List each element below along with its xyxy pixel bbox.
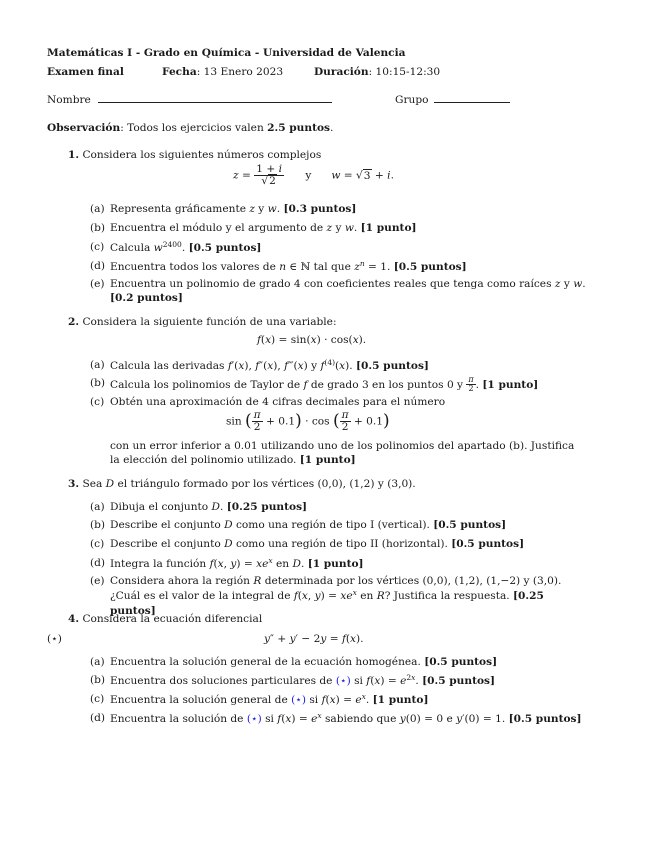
item-text: con un error inferior a 0.01 utilizando uno de los polinomios del apartado (b). Justifica la elección del polinomio utilizado. — [110, 440, 575, 467]
item-label: (a) — [90, 203, 105, 215]
exam-title: Matemáticas I - Grado en Química - Universidad de Valencia — [47, 47, 406, 59]
item-points: [1 punto] — [372, 694, 429, 706]
item-points: [1 punto] — [307, 558, 364, 570]
observacion-end: . — [330, 122, 334, 134]
item-text: . — [349, 360, 357, 372]
item-points: [0.5 puntos] — [433, 519, 507, 531]
item-text: en — [272, 558, 293, 570]
question-intro: Considera los siguientes números complejos — [82, 149, 322, 161]
function-formula: f(x) = sin(x) · cos(x). — [257, 334, 367, 346]
item-text: = 1. — [364, 261, 394, 273]
item-text: Encuentra dos soluciones particulares de — [110, 675, 336, 687]
item-points: [1 punto] — [299, 454, 356, 467]
question-intro: Sea — [82, 478, 106, 490]
item-label: (e) — [90, 575, 105, 587]
nombre-label: Nombre — [47, 94, 91, 106]
item-text: . — [353, 222, 361, 234]
item-points: [0.5 puntos] — [188, 242, 262, 254]
item-text: . — [220, 501, 227, 513]
fecha-value: : 13 Enero 2023 — [196, 66, 284, 78]
item-text: Dibuja el conjunto — [110, 501, 212, 513]
observacion — [47, 121, 333, 135]
item-text: determinada por los vértices (0,0), (1,2), (1,−2) y (3,0). ¿Cuál es el valor de la integral de — [110, 575, 562, 603]
item-text: Encuentra la solución de — [110, 713, 247, 725]
item-text: si — [350, 675, 367, 687]
item-continuation — [110, 439, 580, 468]
item-text: Considera ahora la región — [110, 575, 254, 587]
item-text: . — [181, 242, 189, 254]
item-label: (d) — [90, 260, 106, 272]
item-text: Encuentra la solución general de — [110, 694, 292, 706]
nombre-field[interactable] — [47, 93, 332, 107]
item-text: sabiendo que — [321, 713, 400, 725]
item-text: de grado 3 en los puntos 0 y — [307, 378, 467, 391]
item-points: [0.5 puntos] — [508, 713, 582, 725]
item-label: (a) — [90, 656, 105, 668]
item-points: [0.3 puntos] — [283, 203, 357, 215]
item-points: [0.2 puntos] — [110, 292, 183, 305]
item-text: y — [254, 203, 268, 215]
item-text: como una región de tipo II (horizontal). — [232, 538, 452, 550]
question-intro: Considera la siguiente función de una variable: — [82, 316, 337, 328]
item-label: (d) — [90, 557, 106, 569]
item-text: Calcula las derivadas — [110, 360, 228, 372]
exam-type: Examen final — [47, 66, 124, 78]
item-text: como una región de tipo I (vertical). — [232, 519, 434, 531]
complex-numbers-formula: z = $\frac{1 + i}{√2}$ y w = √3 + i. — [233, 163, 394, 188]
item-points: [0.25 puntos] — [226, 501, 308, 513]
item-label: (d) — [90, 712, 106, 724]
question-intro: Considera la ecuación diferencial — [82, 613, 263, 625]
item-text: ? Justifica la respuesta. — [384, 590, 514, 603]
item-text: Calcula los polinomios de Taylor de — [110, 378, 304, 391]
grupo-line[interactable] — [434, 101, 510, 103]
item-label: (c) — [90, 396, 105, 408]
question-1 — [68, 148, 321, 162]
duracion-label: Duración — [314, 66, 369, 78]
question-3: 3. Sea D el triángulo formado por los vértices (0,0), (1,2) y (3,0). — [68, 478, 416, 490]
grupo-label: Grupo — [395, 94, 429, 106]
item-points: [0.5 puntos] — [424, 656, 498, 668]
item-points: [0.5 puntos] — [451, 538, 525, 550]
item-label: (e) — [90, 278, 105, 290]
item-label: (a) — [90, 359, 105, 371]
item-text: . — [582, 278, 586, 290]
item-text: Encuentra todos los valores de — [110, 261, 280, 273]
item-text: = 0 e — [420, 713, 457, 725]
exam-date — [162, 65, 283, 79]
item-points: [1 punto] — [482, 378, 539, 391]
item-text: Encuentra la solución general de la ecuación homogénea. — [110, 656, 425, 668]
and-word: y — [305, 169, 312, 182]
item-label: (b) — [90, 222, 106, 234]
observacion-label: Observación — [47, 122, 121, 134]
observacion-points: 2.5 puntos — [267, 122, 330, 134]
question-2 — [68, 315, 337, 329]
duracion-value: : 10:15-12:30 — [368, 66, 441, 78]
nombre-line[interactable] — [98, 101, 332, 103]
item-text: . — [276, 203, 284, 215]
item-text: Obtén una aproximación de 4 cifras decimales para el número — [110, 396, 446, 408]
item-label: (c) — [90, 693, 105, 705]
item-points: [0.5 puntos] — [356, 360, 429, 372]
item-text: si — [306, 694, 322, 706]
item-text: Describe el conjunto — [110, 519, 225, 531]
question-number: 4. — [68, 613, 80, 625]
item-text: Representa gráficamente — [110, 203, 250, 215]
equation-ref-link[interactable]: (⋆) — [335, 675, 351, 687]
item-label: (b) — [90, 519, 106, 531]
item-label: (c) — [90, 538, 105, 550]
item-text: Calcula — [110, 242, 154, 254]
item-text: Encuentra un polinomio de grado 4 con coeficientes reales que tenga como raíces — [110, 278, 555, 290]
item-text: y — [332, 222, 345, 234]
equation-ref-link[interactable]: (⋆) — [291, 694, 306, 706]
item-text: Describe el conjunto — [110, 538, 225, 550]
item-points: [1 punto] — [360, 222, 417, 234]
item-text: tal que — [310, 261, 355, 273]
item-text: Integra la función — [110, 558, 210, 570]
item-label: (a) — [90, 501, 105, 513]
item-label: (b) — [90, 377, 106, 389]
differential-equation: y″ + y′ − 2y = f(x). — [264, 633, 364, 645]
equation-tag: (⋆) — [47, 633, 62, 645]
item-points: [0.5 puntos] — [393, 261, 467, 273]
item-text: si — [261, 713, 278, 725]
item-text: . — [300, 558, 308, 570]
equation-ref-link[interactable]: (⋆) — [246, 713, 262, 725]
approximation-formula: sin ( $\frac{\pi}{2}$ + 0.1) · cos ( $\frac{\pi}{2}$ + 0.1) — [226, 409, 390, 434]
item-label: (b) — [90, 674, 106, 686]
item-points: [0.5 puntos] — [422, 675, 496, 687]
question-number: 3. — [68, 478, 80, 490]
item-text: en — [356, 590, 377, 603]
question-intro: el triángulo formado por los vértices (0,0), (1,2) y (3,0). — [114, 478, 416, 490]
question-number: 1. — [68, 149, 80, 161]
item-label: (c) — [90, 241, 105, 253]
fecha-label: Fecha — [162, 66, 197, 78]
item-text: Encuentra el módulo y el argumento de — [110, 222, 327, 234]
observacion-text: : Todos los ejercicios valen — [120, 122, 268, 134]
exam-page: Matemáticas I - Grado en Química - Universidad de Valencia Examen final Fecha: 13 Enero 2023 Duración: 10:15-12:30 Nombre Grupo Observación: Todos los ejercicios valen 2.5 puntos. 1. Considera los siguientes números complejos z = $\frac{1 + i}{√2}$ y w = √3 + i. (a) Representa gráficamente z y w. [0.3 puntos] (b) Encuentra el módulo y el argumento de z y w. [1 punto] (c) Calcula $w^{2400}$. [0.5 puntos] (d) Encuentra todos los valores de n ∈ ℕ tal que $z^n = 1$. [0.5 puntos] (e) Encuentra un polinomio de grado 4 con coeficientes reales que tenga como raíces z y w. [0.2 puntos] 2. Considera la siguiente función de una variable: f(x) = sin(x) · cos(x). (a) Calcula las derivadas f′(x), f″(x), f‴(x) y $f^{(4)}(x)$. [0.5 puntos] (b) Calcula los polinomios de Taylor de f de grado 3 en los puntos 0 y $\frac{\pi}{2}$ . [1 punto] (c) Obtén una aproximación de 4 cifras decimales para el número sin ( $\frac{\pi}{2}$ + 0.1) · cos ( $\frac{\pi}{2}$ + 0.1) con un error inferior a 0.01 utilizando uno de los polinomios del apartado (b). Justifica la elección del polinomio utilizado. [1 punto] 3. Sea D el triángulo formado por los vértices (0,0), (1,2) y (3,0). (a) Dibuja el conjunto D. [0.25 puntos] (b) Describe el conjunto D como una región de tipo I (vertical). [0.5 puntos] (c) Describe el conjunto D como una región de tipo II (horizontal). [0.5 puntos] (d) Integra la función f(x, $y) = xe^x$ en D. [1 punto] (e) Considera ahora la región R determinada por los vértices (0,0), (1,2), (1,−2) y (3,0). ¿Cuál es el valor de la integral de f(x, $y) = xe^x$ en R? Justifica la respuesta. [0.25 puntos] 4. Considera la ecuación diferencial (⋆) y″ + y′ − 2y = f(x). (a) Encuentra la solución general de la ecuación homogénea. [0.5 puntos] (b) Encuentra dos soluciones particulares de (⋆) si $f(x) = e^{2x}$. [0.5 puntos] (c) Encuentra la solución general de (⋆) si $f(x) = e^x$. [1 punto] (d) Encuentra la solución de (⋆) si $f(x) = e^x$ sabiendo que y(0) = 0 e y′(0) = 1. [0.5 puntos] — [47, 47, 586, 725]
exam-duration — [314, 65, 440, 79]
question-4 — [68, 612, 262, 626]
item-text: . — [475, 378, 483, 391]
item-text: = 1. — [479, 713, 509, 725]
question-number: 2. — [68, 316, 80, 328]
grupo-field[interactable] — [395, 93, 510, 107]
exponent: 2400 — [162, 240, 182, 249]
item-text: y — [560, 278, 574, 290]
item-points: [0.25 puntos] — [110, 590, 544, 617]
